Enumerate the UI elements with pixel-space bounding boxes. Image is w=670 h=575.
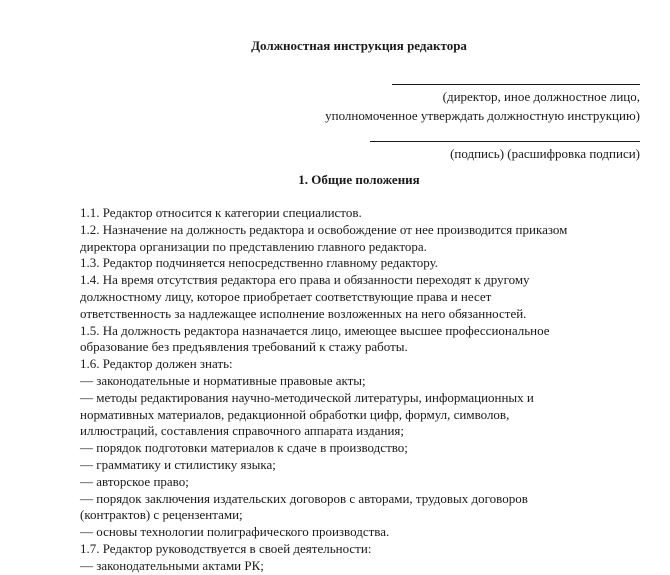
list-item: (контрактов) с рецензентами;: [80, 507, 243, 523]
list-item: нормативных материалов, редакционной обработки цифр, формул, символов,: [80, 406, 510, 422]
signature-line: [370, 127, 640, 142]
text-line: 1.1. Редактор относится к категории специалистов.: [80, 205, 362, 220]
list-item: — методы редактирования научно-методической литературы, информационных и: [80, 389, 534, 405]
list-item: — законодательные и нормативные правовые акты;: [80, 372, 366, 388]
approval-block: [280, 70, 640, 163]
approver-role-caption-1: (директор, иное должностное лицо,: [442, 89, 640, 104]
list-item: — порядок заключения издательских договоров с авторами, трудовых договоров: [80, 490, 528, 506]
list-item: — основы технологии полиграфического производства.: [80, 524, 390, 540]
text-line: 1.7. Редактор руководствуется в своей деятельности:: [80, 540, 372, 556]
list-item: иллюстраций, составления справочного аппарата издания;: [80, 423, 405, 439]
text-line: образование без предъявления требований к стажу работы.: [80, 339, 408, 355]
text-line: 1.6. Редактор должен знать:: [80, 356, 233, 372]
text-line: ответственность за надлежащее исполнение возложенных на него обязанностей.: [80, 305, 527, 321]
approver-name-line: [392, 70, 640, 85]
text-line: директора организации по представлению главного редактора.: [80, 238, 427, 254]
signature-caption: (подпись) (расшифровка подписи): [450, 146, 640, 161]
text-line: 1.4. На время отсутствия редактора его права и обязанности переходят к другому: [80, 272, 530, 288]
approver-role-caption-2: уполномоченное утверждать должностную инструкцию): [325, 108, 640, 123]
section-body: [80, 205, 640, 575]
section-title: 1. Общие положения: [298, 172, 420, 187]
text-line: 1.2. Назначение на должность редактора и освобождение от нее производится приказом: [80, 221, 568, 237]
list-item: — авторское право;: [80, 473, 189, 489]
document-title: Должностная инструкция редактора: [251, 38, 467, 53]
text-line: должностному лицу, которое приобретает соответствующие права и несет: [80, 288, 492, 304]
list-item: — законодательными актами РК;: [80, 557, 264, 573]
text-line: 1.5. На должность редактора назначается лицо, имеющее высшее профессиональное: [80, 322, 550, 338]
text-line: 1.3. Редактор подчиняется непосредственно главному редактору.: [80, 255, 439, 271]
list-item: — грамматику и стилистику языка;: [80, 456, 276, 472]
list-item: — порядок подготовки материалов к сдаче в производство;: [80, 440, 408, 456]
